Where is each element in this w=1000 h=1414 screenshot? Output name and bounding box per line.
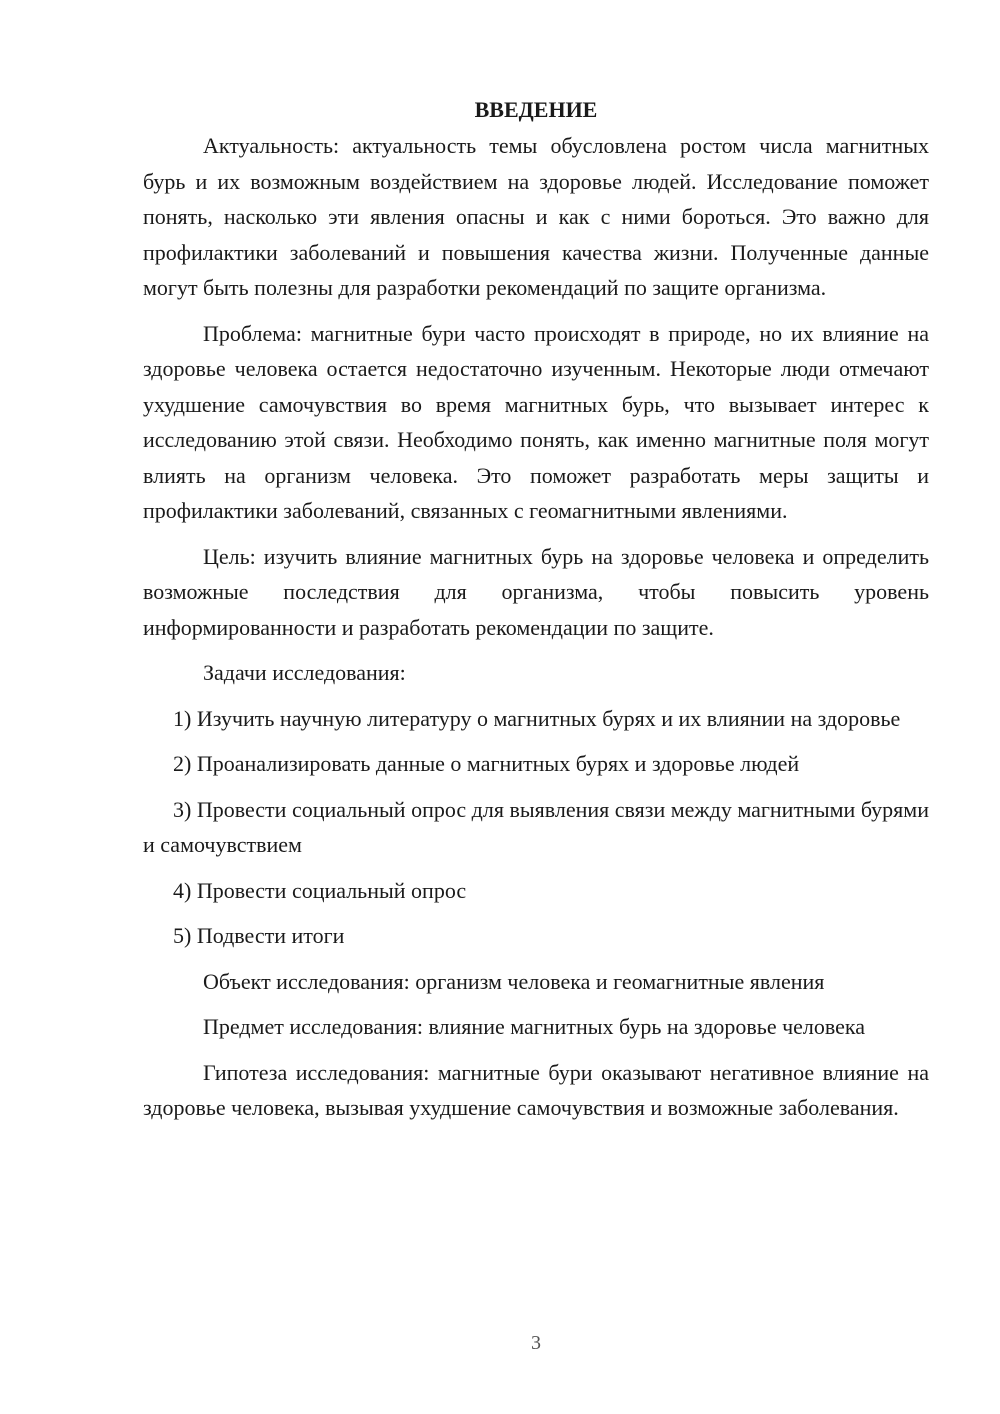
section-heading: ВВЕДЕНИЕ (474, 97, 598, 122)
tasks-title: Задачи исследования: (203, 660, 406, 685)
research-object-paragraph: Объект исследования: организм человека и геомагнитные явления (203, 968, 825, 994)
page-number: 3 (531, 1332, 541, 1354)
task-item-2: 2) Проанализировать данные о магнитных бурях и здоровье людей (173, 751, 800, 776)
task-item-5: 5) Подвести итоги (173, 923, 345, 948)
relevance-paragraph: Актуальность: актуальность темы обусловлена ростом числа магнитных бурь и их возможным воздействием на здоровье людей. Исследование поможет понять, насколько эти явления опасны и как с ними бороться. Это важно для профилактики заболеваний и повышения качества жизни. Полученные данные могут быть полезны для разработки рекомендаций по защите организма. (143, 133, 929, 300)
hypothesis-paragraph: Гипотеза исследования: магнитные бури оказывают негативное влияние на здоровье человека, вызывая ухудшение самочувствия и возможные заболевания. (143, 1059, 929, 1120)
task-item-4: 4) Провести социальный опрос (173, 877, 467, 903)
research-subject-paragraph: Предмет исследования: влияние магнитных бурь на здоровье человека (203, 1014, 866, 1039)
task-item-3: 3) Провести социальный опрос для выявления связи между магнитными бурями и самочувствием (143, 796, 929, 857)
goal-paragraph: Цель: изучить влияние магнитных бурь на здоровье человека и определить возможные последствия для организма, чтобы повысить уровень информированности и разработать рекомендации по защите. (143, 543, 929, 640)
task-item-1: 1) Изучить научную литературу о магнитных бурях и их влиянии на здоровье (173, 705, 901, 731)
problem-paragraph: Проблема: магнитные бури часто происходят в природе, но их влияние на здоровье человека остается недостаточно изученным. Некоторые люди отмечают ухудшение самочувствия во время магнитных бурь, что вызывает интерес к исследованию этой связи. Необходимо понять, как именно магнитные поля могут влиять на организм человека. Это поможет разработать меры защиты и профилактики заболеваний, связанных с геомагнитными явлениями. (143, 320, 929, 523)
document-page (143, 94, 929, 1136)
